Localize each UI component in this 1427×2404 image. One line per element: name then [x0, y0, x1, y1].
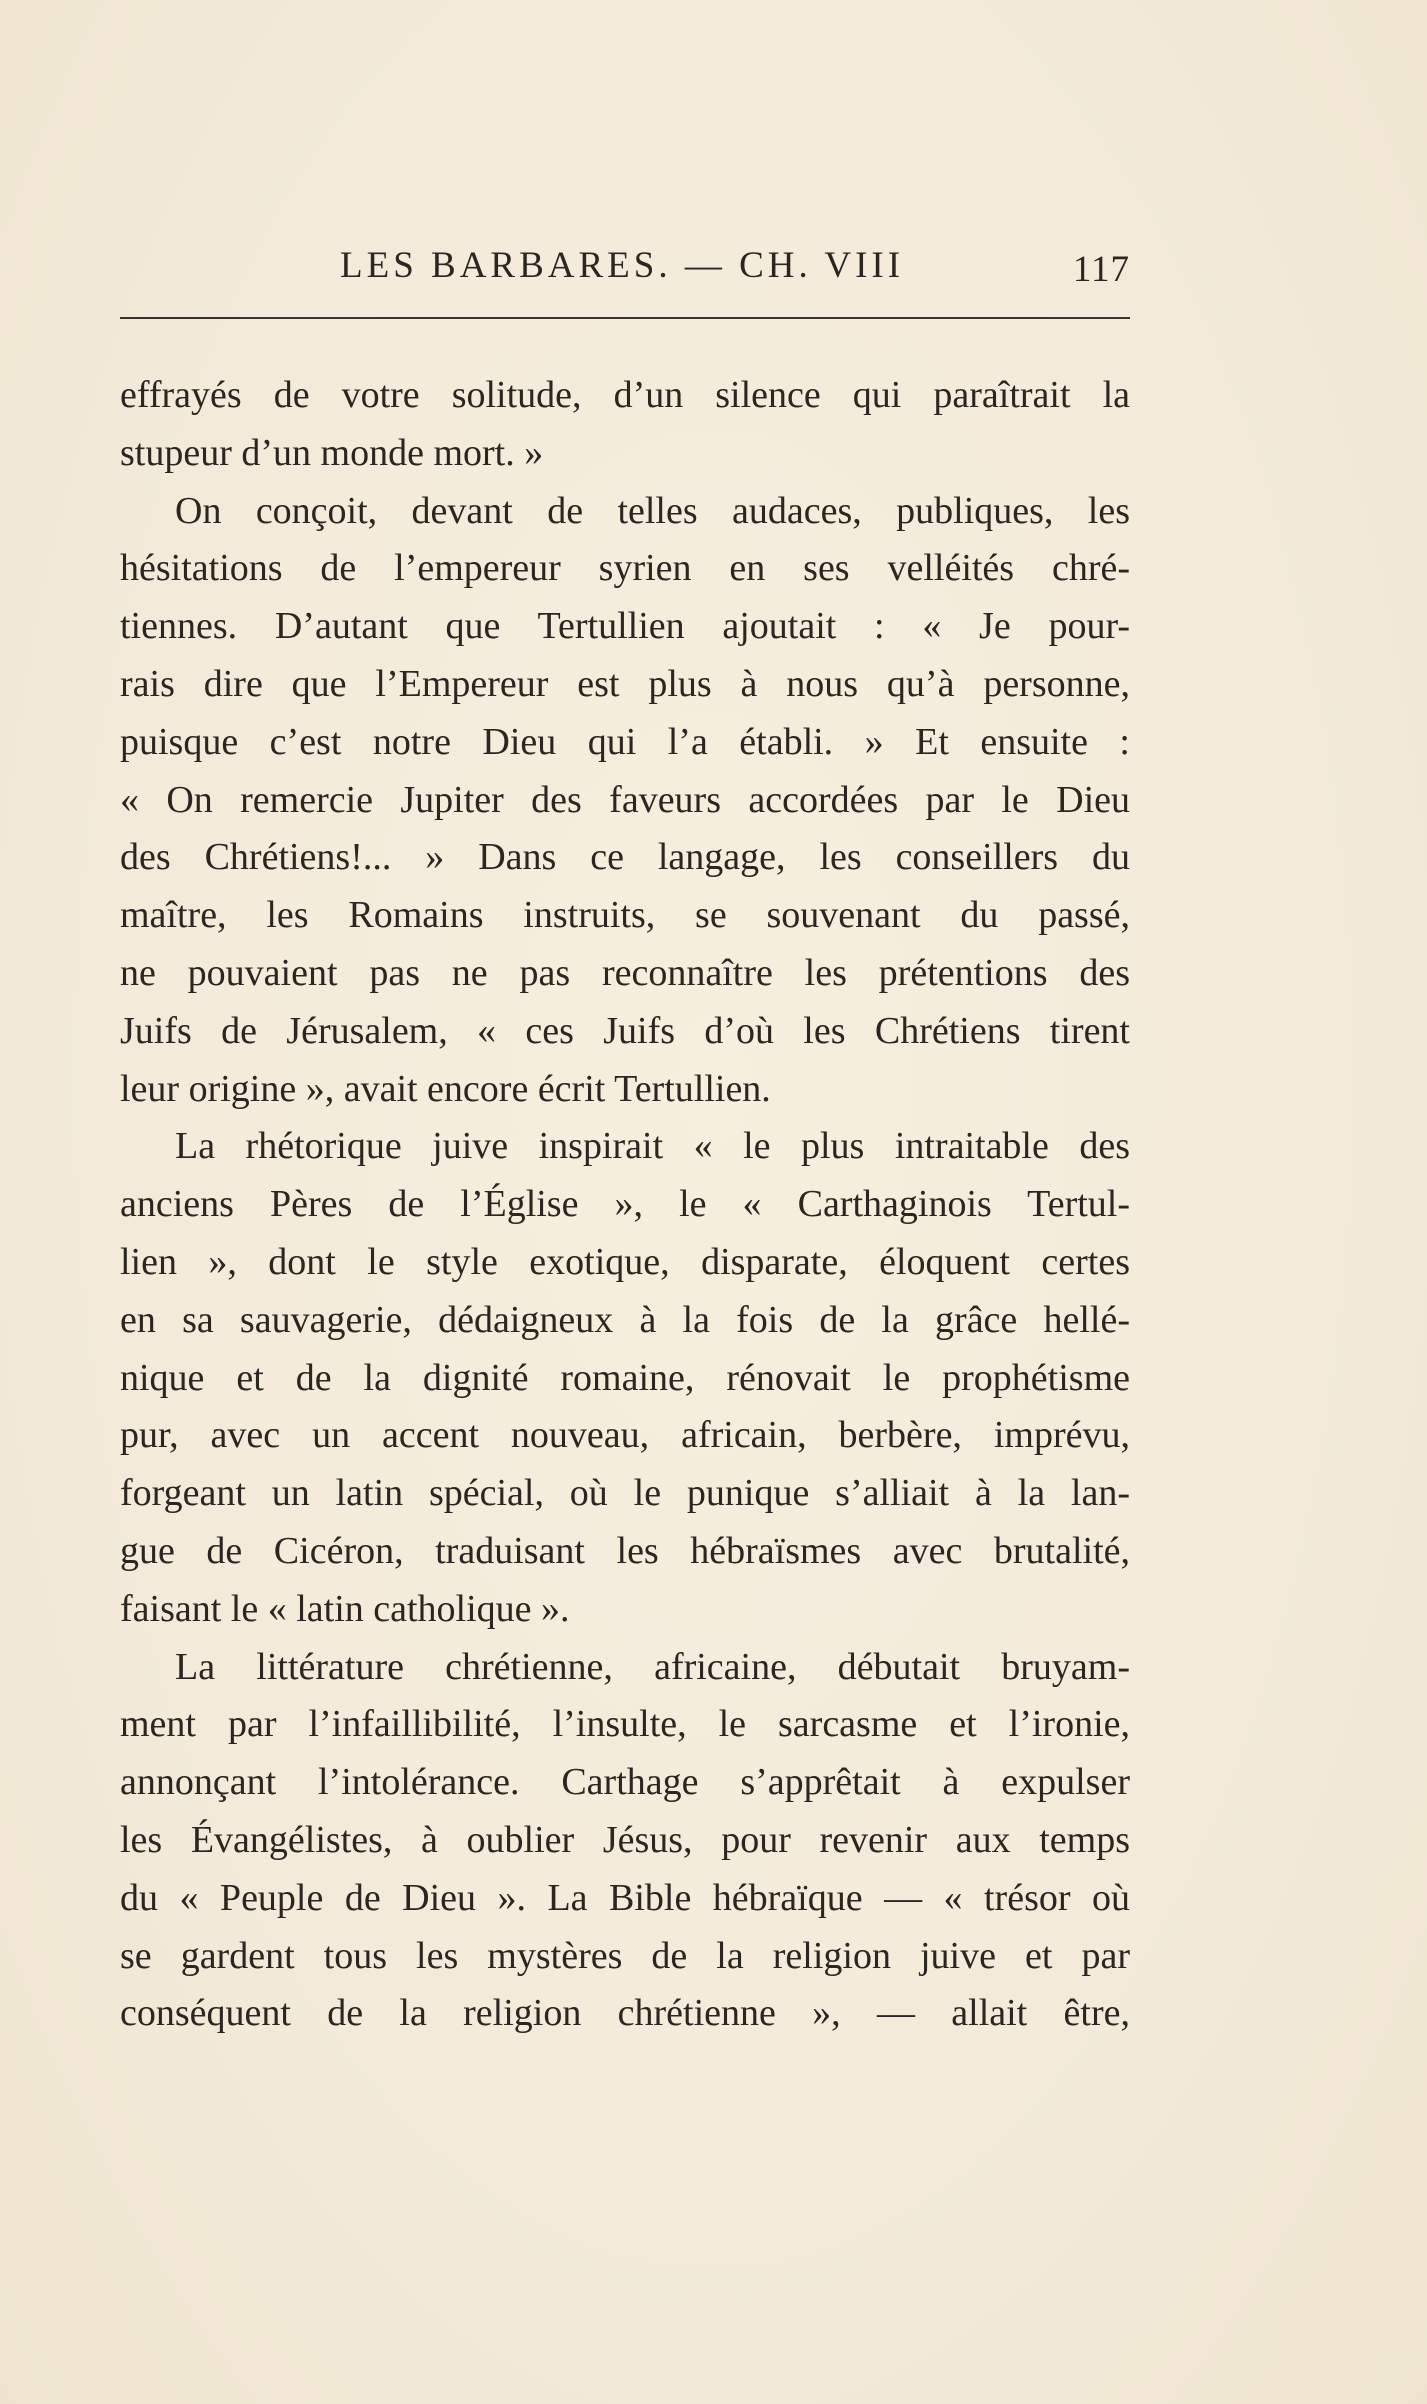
running-head: [120, 244, 1130, 294]
text-line: ne pouvaient pas ne pas reconnaître les prétentions des: [120, 951, 1130, 994]
text-line: les Évangélistes, à oublier Jésus, pour revenir aux temps: [120, 1818, 1130, 1861]
text-line: du « Peuple de Dieu ». La Bible hébraïque — « trésor où: [120, 1876, 1130, 1919]
text-line: gue de Cicéron, traduisant les hébraïsmes avec brutalité,: [120, 1529, 1130, 1572]
text-line: leur origine », avait encore écrit Tertullien.: [120, 1067, 771, 1110]
page-number: 117: [1072, 249, 1130, 290]
running-title: LES BARBARES. — CH. VIII: [340, 245, 905, 286]
text-line: en sa sauvagerie, dédaigneux à la fois de la grâce hellé-: [120, 1298, 1130, 1341]
text-line: « On remercie Jupiter des faveurs accordées par le Dieu: [120, 778, 1130, 821]
text-line: anciens Pères de l’Église », le « Carthaginois Tertul-: [120, 1183, 1130, 1226]
text-line: se gardent tous les mystères de la religion juive et par: [120, 1934, 1130, 1977]
text-line: annonçant l’intolérance. Carthage s’apprêtait à expulser: [120, 1761, 1130, 1804]
text-line: rais dire que l’Empereur est plus à nous qu’à personne,: [120, 662, 1130, 705]
text-line: des Chrétiens!... » Dans ce langage, les conseillers du: [120, 836, 1130, 879]
text-line: lien », dont le style exotique, disparate, éloquent certes: [120, 1240, 1130, 1283]
text-line: hésitations de l’empereur syrien en ses velléités chré-: [120, 547, 1130, 590]
header-rule: [120, 317, 1130, 319]
text-line: Juifs de Jérusalem, « ces Juifs d’où les Chrétiens tirent: [120, 1009, 1130, 1052]
text-line: conséquent de la religion chrétienne », — allait être,: [120, 1992, 1130, 2035]
body-text: [120, 367, 1130, 2043]
text-line: On conçoit, devant de telles audaces, publiques, les: [175, 489, 1130, 532]
text-line: faisant le « latin catholique ».: [120, 1587, 570, 1630]
text-line: La littérature chrétienne, africaine, débutait bruyam-: [175, 1645, 1130, 1688]
text-line: effrayés de votre solitude, d’un silence qui paraîtrait la: [120, 374, 1130, 416]
text-line: nique et de la dignité romaine, rénovait le prophétisme: [120, 1356, 1130, 1399]
text-line: maître, les Romains instruits, se souvenant du passé,: [120, 894, 1130, 937]
text-line: La rhétorique juive inspirait « le plus intraitable des: [175, 1125, 1130, 1168]
text-line: pur, avec un accent nouveau, africain, berbère, imprévu,: [120, 1414, 1130, 1457]
text-line: stupeur d’un monde mort. »: [120, 431, 544, 474]
text-line: ment par l’infaillibilité, l’insulte, le sarcasme et l’ironie,: [120, 1703, 1130, 1746]
text-line: puisque c’est notre Dieu qui l’a établi. » Et ensuite :: [120, 720, 1130, 763]
text-line: forgeant un latin spécial, où le punique s’alliait à la lan-: [120, 1472, 1130, 1515]
text-line: tiennes. D’autant que Tertullien ajoutait : « Je pour-: [120, 605, 1130, 648]
